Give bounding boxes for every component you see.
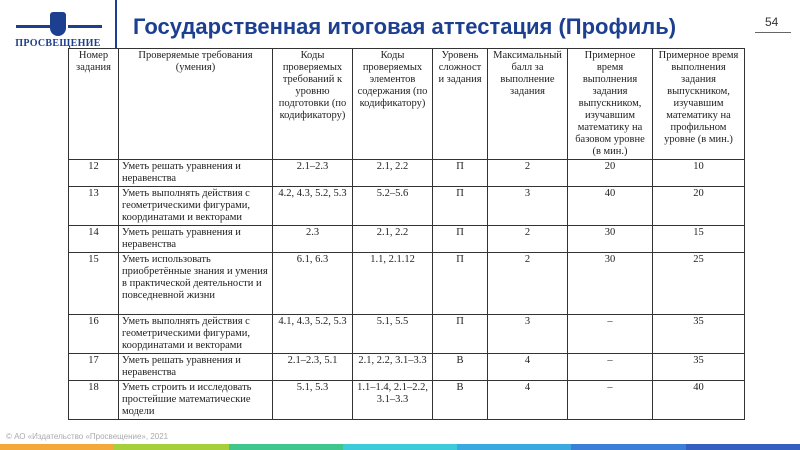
column-header: Коды проверяемых требований к уровню подготовки (по кодификатору) — [273, 49, 353, 160]
table-cell: 5.1, 5.5 — [353, 315, 433, 354]
color-bar-segment — [0, 444, 114, 450]
divider — [755, 32, 791, 33]
table-row — [69, 381, 745, 420]
table-cell: – — [568, 315, 653, 354]
table-cell: 13 — [69, 187, 119, 226]
table-cell: 3 — [488, 187, 568, 226]
table-cell: – — [568, 381, 653, 420]
table-cell: 16 — [69, 315, 119, 354]
table-cell: 1.1–1.4, 2.1–2.2, 3.1–3.3 — [353, 381, 433, 420]
table-cell: 25 — [653, 253, 745, 315]
table-cell: 15 — [653, 226, 745, 253]
color-bar-segment — [571, 444, 685, 450]
table-cell: 10 — [653, 160, 745, 187]
table-row — [69, 315, 745, 354]
table-cell: 2.3 — [273, 226, 353, 253]
column-header: Уровень сложности задания — [433, 49, 488, 160]
color-bar — [0, 444, 800, 450]
table-cell: 35 — [653, 315, 745, 354]
slide-title: Государственная итоговая аттестация (Профиль) — [133, 14, 677, 39]
color-bar-segment — [686, 444, 800, 450]
table-cell: Уметь решать уравнения и неравенства — [119, 226, 273, 253]
logo-icon — [8, 10, 108, 38]
table-cell: П — [433, 160, 488, 187]
divider — [115, 0, 117, 48]
table-cell: 4.1, 4.3, 5.2, 5.3 — [273, 315, 353, 354]
table-cell: 5.1, 5.3 — [273, 381, 353, 420]
table-row — [69, 354, 745, 381]
table-cell: Уметь выполнять действия с геометрическими фигурами, координатами и векторами — [119, 187, 273, 226]
table-cell: 4.2, 4.3, 5.2, 5.3 — [273, 187, 353, 226]
table-cell: 2.1–2.3, 5.1 — [273, 354, 353, 381]
column-header: Максимальный балл за выполнение задания — [488, 49, 568, 160]
table-cell: 30 — [568, 253, 653, 315]
table-cell: 3 — [488, 315, 568, 354]
page-number: 54 — [765, 15, 779, 29]
table-cell: 40 — [653, 381, 745, 420]
table-cell: 6.1, 6.3 — [273, 253, 353, 315]
table-cell: Уметь решать уравнения и неравенства — [119, 354, 273, 381]
color-bar-segment — [114, 444, 228, 450]
table-cell: 17 — [69, 354, 119, 381]
table-cell: 14 — [69, 226, 119, 253]
table-cell: П — [433, 315, 488, 354]
table-cell: 2 — [488, 253, 568, 315]
table-cell: 2.1, 2.2 — [353, 226, 433, 253]
table-cell: 30 — [568, 226, 653, 253]
logo-text: ПРОСВЕЩЕНИЕ — [15, 38, 101, 49]
table-cell: 18 — [69, 381, 119, 420]
color-bar-segment — [229, 444, 343, 450]
table-cell: 20 — [568, 160, 653, 187]
table-row — [69, 187, 745, 226]
exam-table — [68, 48, 745, 420]
table-cell: В — [433, 354, 488, 381]
table-row — [69, 226, 745, 253]
table-cell: П — [433, 226, 488, 253]
table-cell: 2.1–2.3 — [273, 160, 353, 187]
table-cell: 5.2–5.6 — [353, 187, 433, 226]
column-header: Коды проверяемых элементов содержания (по кодификатору) — [353, 49, 433, 160]
table-cell: 4 — [488, 381, 568, 420]
publisher-logo — [8, 10, 108, 49]
table-cell: 12 — [69, 160, 119, 187]
table-cell: 2 — [488, 160, 568, 187]
table-cell: 1.1, 2.1.12 — [353, 253, 433, 315]
table-cell: 2.1, 2.2, 3.1–3.3 — [353, 354, 433, 381]
column-header: Примерное время выполнения задания выпускником, изучавшим математику на базовом уровне (в мин.) — [568, 49, 653, 160]
table-cell: 4 — [488, 354, 568, 381]
column-header: Проверяемые требования (умения) — [119, 49, 273, 160]
table-cell: – — [568, 354, 653, 381]
table-cell: Уметь выполнять действия с геометрическими фигурами, координатами и векторами — [119, 315, 273, 354]
table-cell: 15 — [69, 253, 119, 315]
table-cell: Уметь строить и исследовать простейшие математические модели — [119, 381, 273, 420]
table-cell: 2.1, 2.2 — [353, 160, 433, 187]
color-bar-segment — [457, 444, 571, 450]
table-row — [69, 160, 745, 187]
column-header: Номер задания — [69, 49, 119, 160]
table-cell: П — [433, 253, 488, 315]
table-cell: Уметь решать уравнения и неравенства — [119, 160, 273, 187]
table-cell: 40 — [568, 187, 653, 226]
table-cell: 2 — [488, 226, 568, 253]
table-cell: П — [433, 187, 488, 226]
column-header: Примерное время выполнения задания выпускником, изучавшим математику на профильном уровне (в мин.) — [653, 49, 745, 160]
table-cell: Уметь использовать приобретённые знания и умения в практической деятельности и повседневной жизни — [119, 253, 273, 315]
color-bar-segment — [343, 444, 457, 450]
table-cell: 35 — [653, 354, 745, 381]
table-cell: В — [433, 381, 488, 420]
table-cell: 20 — [653, 187, 745, 226]
copyright: © АО «Издательство «Просвещение», 2021 — [6, 432, 169, 441]
table-row — [69, 253, 745, 315]
